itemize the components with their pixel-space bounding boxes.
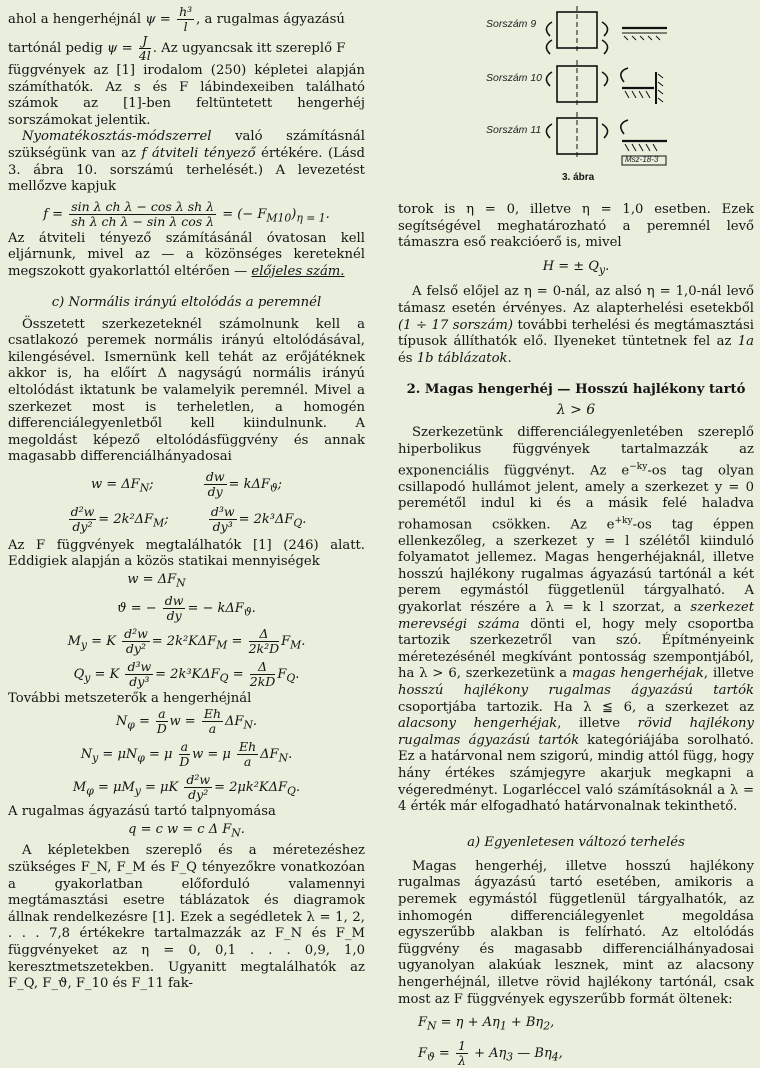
equation-w-row: $w = \Delta F_N$; $\frac{dw}{dy}$ = kΔF$_ϑ$; — [90, 468, 282, 499]
paragraph-4: Összetett szerkezeteknél számolnunk kell a csatlakozó peremek normális irányú eltolódásával, kilengésével. Ismernünk kell tehát az erőjátéknek akkor is, ha előírt Δ nagyságú normális irányú eltolódást iktatunk be valamelyik peremnél. Mivel a szerkezet most is terheletlen, a homogén differenciálegyenletből kell kiindulnunk. A megoldást képező eltolódásfüggvény és annak magasabb differenciálhányadosai — [8, 316, 365, 465]
section-heading-2: 2. Magas hengerhéj — Hosszú hajlékony tartó — [406, 382, 746, 398]
text: tartónál pedig — [8, 41, 103, 56]
paragraph-r2: A felső előjel az η = 0-nál, az alsó η = 1,0-nál levő támasz esetén érvényes. Az alapterhelési esetekből (1 ÷ 17 sorszám) további terhelési és megtámasztási típusok állíthatók elő. Ilyeneket tüntetnek fel az 1a és 1b táblázatok. — [398, 284, 754, 366]
fraction: $\frac{\text{d²w}}{\text{dy²}}$ — [186, 772, 211, 803]
equation-f: f = $\frac{\text{sin λ ch λ − cos λ sh λ}}{\text{sh λ ch λ − sin λ cos λ}}$ = (− $F_{M10})_{\eta = 1}$. — [43, 198, 330, 229]
figure-label-11: Sorszám 11 — [486, 124, 542, 136]
section-heading-a: a) Egyenletesen változó terhelés — [467, 834, 685, 850]
fraction: $\frac{\text{d³w}}{\text{dy³}}$ — [210, 503, 235, 534]
text: , a rugalmas ágyazású — [196, 12, 345, 27]
figure-3 — [482, 6, 750, 186]
formula: ψ = — [107, 41, 133, 56]
fraction: $\frac{\text{sin λ ch λ − cos λ sh λ}}{\text{sh λ ch λ − sin λ cos λ}}$ — [71, 198, 215, 229]
formula: ψ = — [145, 12, 171, 27]
fraction: $\frac{Eh}{a}$ — [238, 739, 257, 770]
paragraph-5: Az F függvények megtalálhatók [1] (246) alatt. Eddigiek alapján a közös statikai mennyiségek — [8, 537, 365, 570]
equation-s1: $w = \Delta F_N$ — [127, 572, 186, 590]
paragraph-8: A képletekben szereplő és a méretezéshez szükséges F_N, F_M és F_Q tényezőkre vonatkozóan a gyakorlatban előforduló valamennyi megtámasztási esetre táblázatok és diagramok állnak rendelkezésre [1]. Ezek a segédletek λ = 1, 2, . . . 7,8 értékekre tartalmazzák az F_N és F_M függvényeket az η = 0, 0,1 . . . 0,9, 1,0 keresztmetszetekben. Ugyanitt megtalálhatók az F_Q, F_ϑ, F_10 és F_11 fak- — [8, 843, 365, 992]
paragraph-r4: Magas hengerhéj, illetve hosszú hajlékony rugalmas ágyazású tartó esetében, amikoris a peremek egymástól függetlenül tárgyalhatók, az inhomogén differenciálegyenlet megoldása egyszerűbb alakban is felírható. Az eltolódás függvény és magasabb differenciálhányadosai ugyanolyan alakúak lesznek, mint az alacsony hengerhéjnál, illetve rövid hajlékony tartónál, csak most az F függvények egyszerűbb formát öltenek: — [398, 858, 754, 1007]
equation-h: H = ± $Q_y$. — [542, 258, 610, 277]
equation-n1: $N_\varphi$ = $\frac{a}{D}$ w = $\frac{Eh}{a}$ $\Delta F_N$. — [115, 706, 258, 737]
paragraph-2: Nyomatékosztás-módszerrel való számításnál szükségünk van az f átviteli tényező értékére. (Lásd 3. ábra 10. sorszámú terhelését.) A levezetést mellőzve kapjuk — [8, 129, 365, 195]
paragraph-3: Az átviteli tényező számításánál óvatosan kell eljárnunk, mivel az — a közönséges kereteknél megszokott gyakorlattól eltérően — előjeles szám. — [8, 230, 365, 279]
equation-fn: $F_N = \eta + A\eta_1 + B\eta_2$, — [418, 1015, 555, 1033]
figure-stamp: Msz-18-3 — [625, 155, 659, 164]
paragraph-r3: Szerkezetünk differenciálegyenletében szereplő hiperbolikus függvények tartalmazzák az exponenciális függvényt. Az $e^{-ky}-os$ tag olyan csillapodó hullámot jelent, amely a szerkezet y = 0 peremétől indul ki és a másik felé haladva rohamosan csökken. Az $e^{+ky}-os$ tag éppen ellenkezőleg, a szerkezet y = l szélétől kiinduló folyamatot jellemez. Magas hengerhéjaknál, illetve hosszú hajlékony rugalmas ágyazású tartónál a két perem egymástól függetlenül tárgyalható. A gyakorlat részére a λ = k l szorzat, a szerkezet merevségi száma dönti el, hogy mely csoportba tartozik szerkezetről van szó. Építményeink méretezésénél megkívánt pontosság szempontjából, ha λ > 6, szerkezetünk a magas hengerhéjak, illetve hosszú hajlékony rugalmas ágyazású tartók csoportjába tartozik. Ha λ ≦ 6, a szerkezet az alacsony hengerhéjak, illetve rövid hajlékony rugalmas ágyazású tartók kategóriájába sorolható. Ez a határvonal nem szigorú, mindig attól függ, hogy hány értékes számjegyre akarjuk megkapni a végeredményt. Logarléccel való számításoknál a λ = 4 érték már elfogadható határvonalnak tekinthető. — [398, 425, 754, 815]
equation-s2: ϑ = − $\frac{dw}{dy}$ = − kΔF$_ϑ$. — [117, 592, 256, 623]
text: ahol a hengerhéjnál — [8, 12, 142, 27]
text: . Az ugyancsak itt szereplő F — [152, 41, 346, 56]
equation-d2-row: $\frac{\text{d²w}}{\text{dy²}}$ = $2k^2\Delta F_M$; $\frac{\text{d³w}}{\text{dy³}}$ = $2k^3\Delta F_Q$. — [70, 503, 307, 534]
text: függvények az [1] irodalom (250) képletei alapján számíthatók. Az s és F lábindexeiben található számok az [1]-ben feltüntetett hengerhéj sorszámokat jelentik. — [8, 63, 365, 128]
right-column — [398, 202, 754, 1068]
equation-s3: $M_y = K$ $\frac{\text{d²w}}{\text{dy²}}$ = $2k^2K\Delta F_M$ = $\frac{\Delta}{\text{2k²D}}$ $F_M$. — [67, 625, 306, 656]
paragraph-1 — [8, 0, 365, 129]
fraction: $\frac{\text{h³}}{l}$ — [179, 4, 193, 34]
lambda-condition: λ > 6 — [556, 402, 596, 419]
paragraph-6: További metszeterők a hengerhéjnál — [8, 690, 252, 706]
left-column — [8, 0, 365, 993]
fraction: $\frac{a}{D}$ — [156, 706, 167, 737]
figure-caption: 3. ábra — [562, 172, 595, 183]
equation-m2: $M_\varphi = \mu M_y = \mu K$ $\frac{\text{d²w}}{\text{dy²}}$ = $2\mu k^2K\Delta F_Q$. — [72, 772, 301, 803]
fraction: $\frac{Eh}{a}$ — [203, 706, 222, 737]
equation-s4: $Q_y = K$ $\frac{\text{d³w}}{\text{dy³}}$ = $2k^3K\Delta F_Q$ = $\frac{\Delta}{2kD}$ $F_Q$. — [73, 658, 300, 689]
fraction: $\frac{J}{4l}$ — [138, 33, 151, 63]
fraction: $\frac{a}{D}$ — [179, 739, 190, 770]
figure-drawing — [482, 6, 750, 166]
fraction: $\frac{1}{\lambda}$ — [457, 1037, 466, 1068]
section-heading-c: c) Normális irányú eltolódás a peremnél — [51, 294, 322, 310]
fraction: $\frac{dw}{dy}$ — [205, 468, 225, 499]
fraction: $\frac{\text{d²w}}{\text{dy²}}$ — [70, 503, 95, 534]
figure-label-9: Sorszám 9 — [486, 18, 537, 30]
figure-label-10: Sorszám 10 — [486, 72, 543, 84]
paragraph-r1: torok is η = 0, illetve η = 1,0 esetben. Ezek segítségével meghatározható a peremnél levő támaszra eső reakcióerő is, mivel — [398, 202, 754, 251]
equation-q: q = c w = c Δ $F_N$. — [128, 821, 245, 840]
equation-ft: $F_ϑ$ = $\frac{1}{\lambda}$ + $A\eta_3$ — $B\eta_4$, — [418, 1037, 563, 1068]
fraction: $\frac{\text{d³w}}{\text{dy³}}$ — [127, 658, 152, 689]
equation-n2: $N_y = \mu N_\varphi = \mu$ $\frac{a}{D}$ w = μ $\frac{Eh}{a}$ $\Delta F_N$. — [80, 739, 293, 770]
fraction: $\frac{\Delta}{2kD}$ — [249, 658, 276, 689]
fraction: $\frac{\text{d²w}}{\text{dy²}}$ — [124, 625, 148, 656]
paragraph-7: A rugalmas ágyazású tartó talpnyomása — [8, 804, 276, 820]
fraction: $\frac{dw}{dy}$ — [164, 592, 184, 623]
fraction: $\frac{\Delta}{\text{2k²D}}$ — [248, 625, 280, 656]
